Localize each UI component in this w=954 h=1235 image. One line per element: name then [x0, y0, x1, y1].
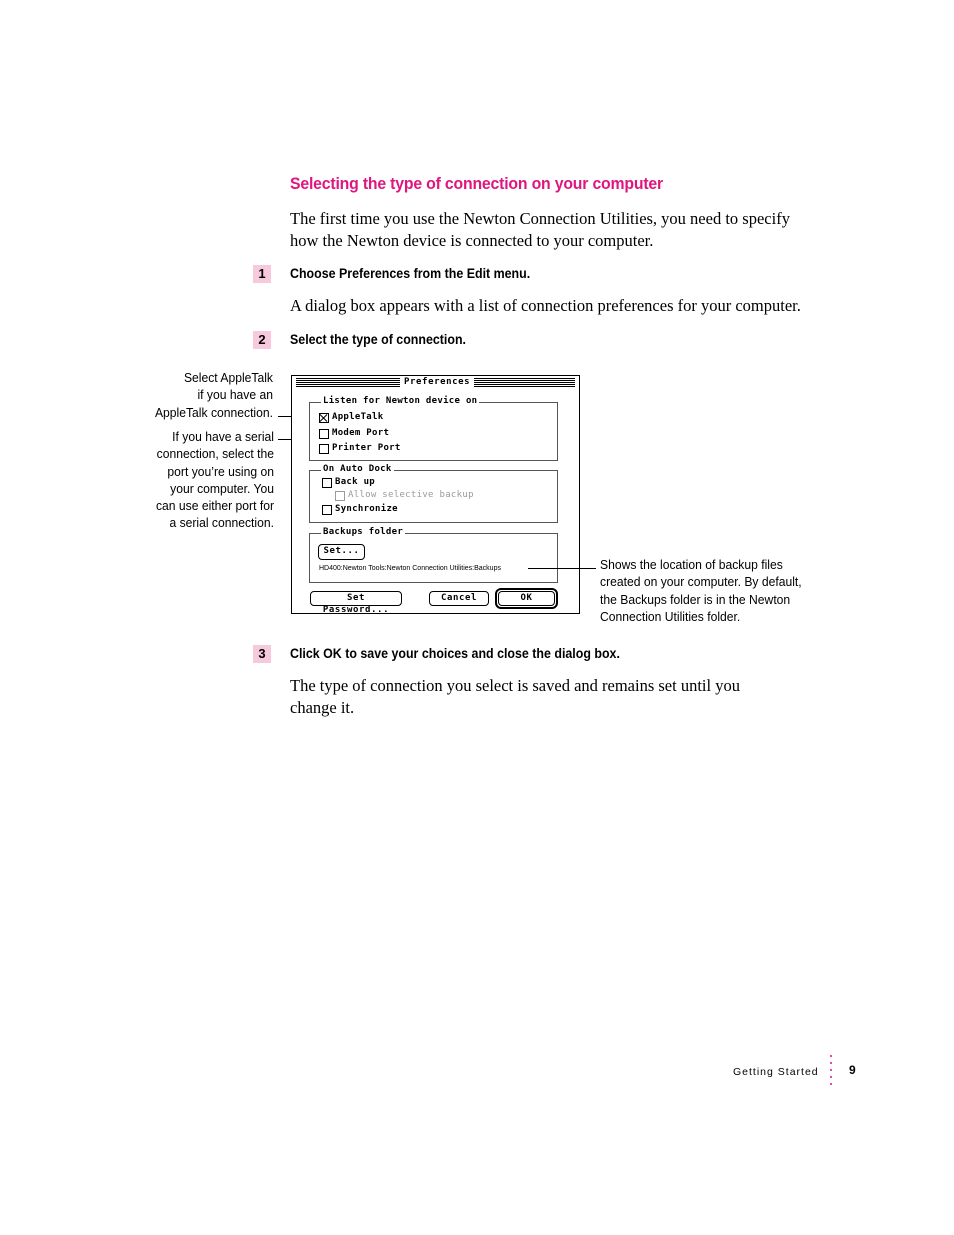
backup-checkbox[interactable] — [322, 478, 332, 488]
callout-backups-line: Connection Utilities folder. — [600, 608, 741, 624]
dialog-title: Preferences — [400, 376, 474, 389]
step-2-text: Select the type of connection. — [290, 332, 466, 347]
preferences-dialog — [291, 375, 580, 614]
backup-option[interactable] — [322, 477, 375, 488]
footer-dot-divider — [830, 1055, 833, 1090]
printer-port-label: Printer Port — [332, 443, 401, 453]
callout-serial — [90, 428, 274, 532]
selective-backup-option — [335, 490, 474, 501]
callout-backups-line: created on your computer. By default, — [600, 574, 802, 590]
callout-appletalk-line: Select AppleTalk — [183, 370, 273, 385]
step-3-text: Click OK to save your choices and close the dialog box. — [290, 646, 620, 661]
step-3-result-line-1: The type of connection you select is saved and remains set until you — [290, 676, 740, 695]
modem-port-checkbox[interactable] — [319, 429, 329, 439]
step-1-badge: 1 — [253, 265, 271, 283]
callout-backups — [600, 556, 802, 625]
leader-line-backups — [528, 568, 596, 569]
step-3-badge: 3 — [253, 645, 271, 663]
ok-button[interactable]: OK — [498, 591, 555, 606]
selective-backup-checkbox — [335, 491, 345, 501]
appletalk-label: AppleTalk — [332, 412, 384, 422]
step-3-result-line-2: change it. — [290, 698, 355, 717]
page-number: 9 — [849, 1063, 856, 1077]
selective-backup-label: Allow selective backup — [348, 490, 474, 500]
callout-appletalk-line: AppleTalk connection. — [154, 404, 273, 420]
step-2-badge: 2 — [253, 331, 271, 349]
appletalk-checkbox[interactable] — [319, 413, 329, 423]
callout-serial-line: your computer. You — [170, 480, 274, 496]
modem-port-option[interactable] — [319, 428, 389, 439]
printer-port-option[interactable] — [319, 443, 401, 454]
set-folder-button[interactable]: Set... — [318, 544, 365, 560]
ok-button-default-ring — [495, 588, 558, 609]
step-3-result — [290, 675, 850, 719]
intro-paragraph — [290, 208, 850, 252]
callout-serial-line: a serial connection. — [169, 515, 274, 531]
backups-group-label: Backups folder — [323, 527, 404, 537]
printer-port-checkbox[interactable] — [319, 444, 329, 454]
callout-serial-line: port you’re using on — [167, 463, 274, 479]
callout-serial-line: If you have a serial — [172, 429, 274, 444]
callout-appletalk-line: if you have an — [197, 387, 273, 403]
synchronize-checkbox[interactable] — [322, 505, 332, 515]
callout-backups-line: the Backups folder is in the Newton — [600, 591, 791, 607]
synchronize-option[interactable] — [322, 504, 398, 515]
autodock-group-label: On Auto Dock — [323, 464, 392, 474]
step-1-result: A dialog box appears with a list of connection preferences for your computer. — [290, 296, 801, 315]
callout-backups-line: Shows the location of backup files — [600, 557, 783, 572]
callout-serial-line: can use either port for — [155, 498, 274, 514]
listen-group-label: Listen for Newton device on — [323, 396, 478, 406]
synchronize-label: Synchronize — [335, 504, 398, 514]
callout-appletalk — [89, 369, 273, 421]
footer-chapter: Getting Started — [733, 1066, 819, 1078]
cancel-button[interactable]: Cancel — [429, 591, 489, 606]
callout-serial-line: connection, select the — [156, 446, 274, 462]
intro-line-1: The first time you use the Newton Connection Utilities, you need to specify — [290, 209, 790, 228]
backup-label: Back up — [335, 477, 376, 487]
intro-line-2: how the Newton device is connected to your computer. — [290, 231, 654, 250]
step-1-text: Choose Preferences from the Edit menu. — [290, 266, 531, 281]
section-heading: Selecting the type of connection on your computer — [290, 174, 664, 193]
modem-port-label: Modem Port — [332, 428, 390, 438]
set-password-button[interactable]: Set Password... — [310, 591, 402, 606]
appletalk-option[interactable] — [319, 412, 383, 423]
backups-path: HD400:Newton Tools:Newton Connection Utilities:Backups — [319, 565, 501, 572]
